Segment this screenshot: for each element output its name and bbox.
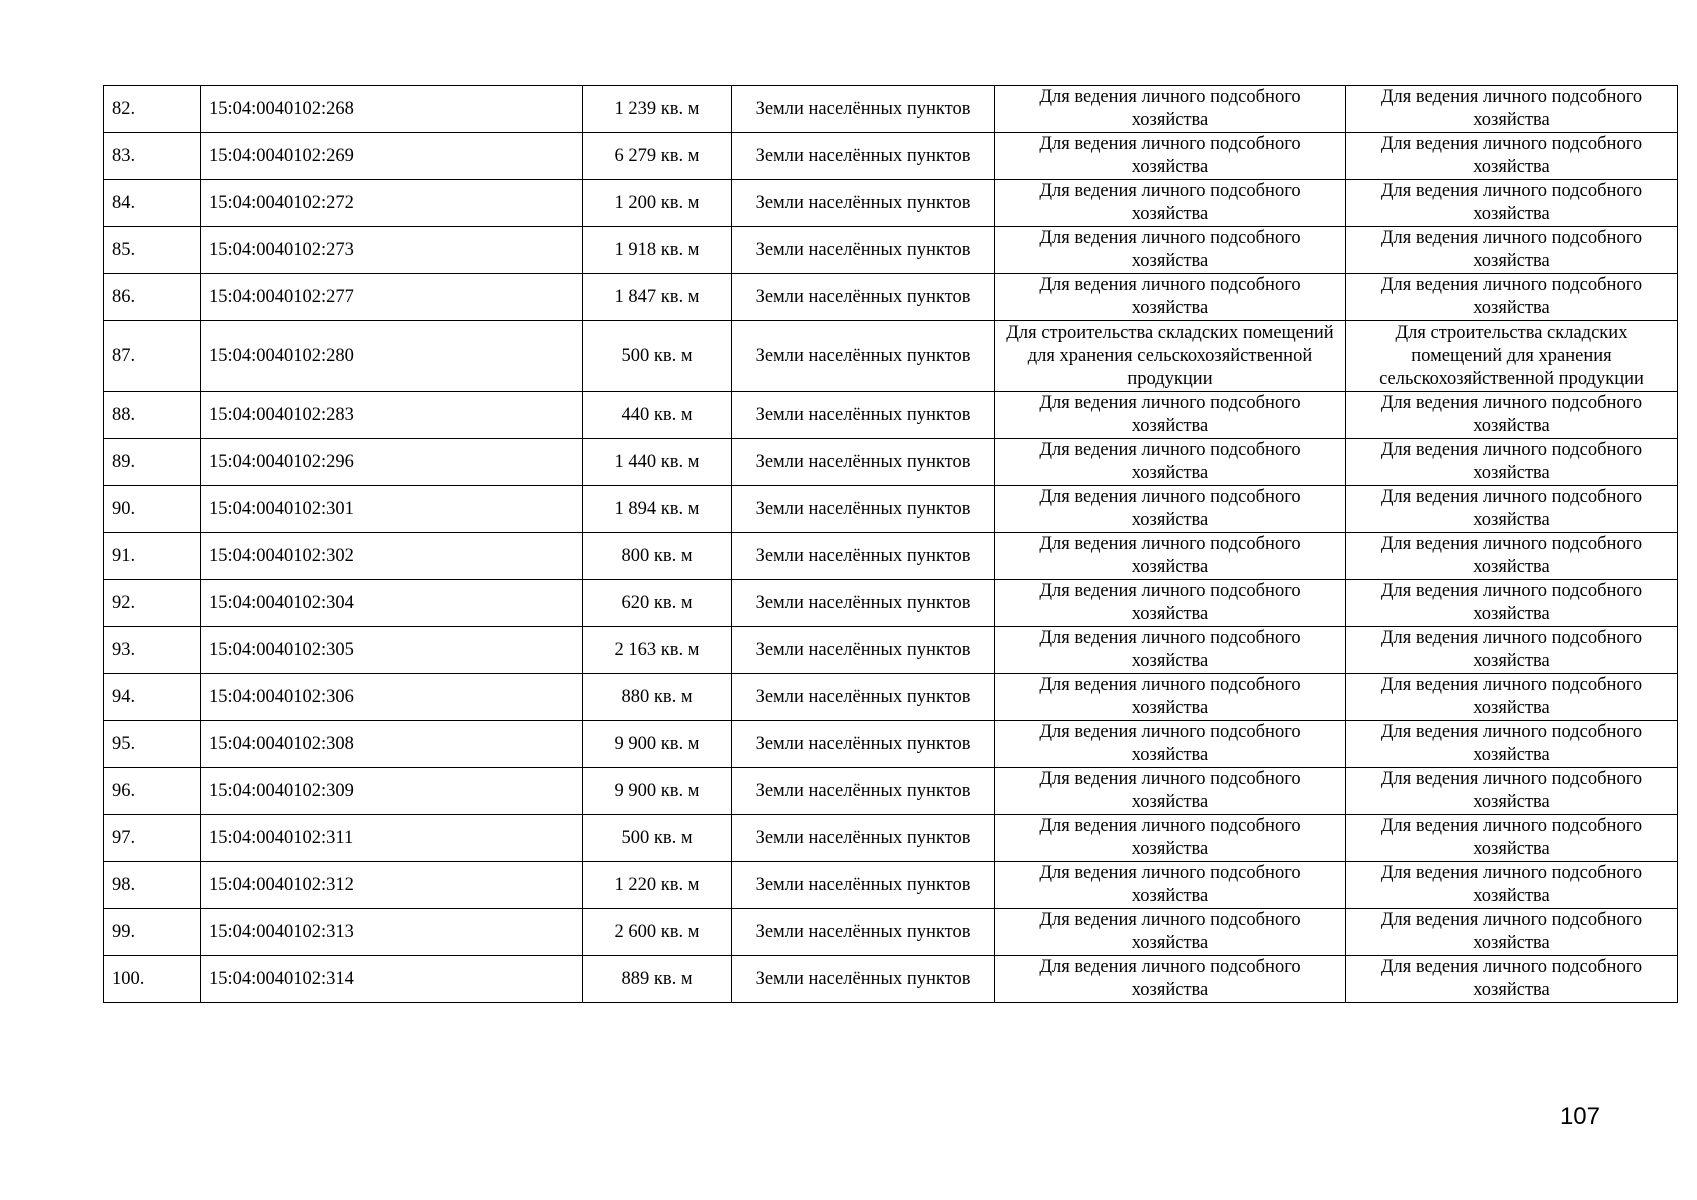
- plot-area: 1 200 кв. м: [583, 180, 732, 227]
- cadastral-number: 15:04:0040102:301: [201, 486, 583, 533]
- land-use: Для ведения личного подсобного хозяйства: [995, 439, 1346, 486]
- cadastral-number: 15:04:0040102:313: [201, 909, 583, 956]
- page-number: 107: [1559, 1103, 1600, 1130]
- land-use: Для ведения личного подсобного хозяйства: [995, 580, 1346, 627]
- land-use: Для строительства складских помещений для хранения сельскохозяйственной продукции: [995, 321, 1346, 392]
- table-row: [104, 815, 1678, 862]
- land-plots-table: [103, 85, 1678, 1003]
- land-use: Для ведения личного подсобного хозяйства: [995, 721, 1346, 768]
- plot-area: 9 900 кв. м: [583, 721, 732, 768]
- land-use: Для ведения личного подсобного хозяйства: [995, 815, 1346, 862]
- permitted-use: Для ведения личного подсобного хозяйства: [1346, 486, 1678, 533]
- plot-area: 1 894 кв. м: [583, 486, 732, 533]
- cadastral-number: 15:04:0040102:273: [201, 227, 583, 274]
- permitted-use: Для ведения личного подсобного хозяйства: [1346, 956, 1678, 1003]
- land-use: Для ведения личного подсобного хозяйства: [995, 180, 1346, 227]
- permitted-use: Для ведения личного подсобного хозяйства: [1346, 768, 1678, 815]
- plot-area: 880 кв. м: [583, 674, 732, 721]
- table-row: [104, 486, 1678, 533]
- cadastral-number: 15:04:0040102:308: [201, 721, 583, 768]
- row-number: 94.: [104, 674, 201, 721]
- row-number: 85.: [104, 227, 201, 274]
- land-category: Земли населённых пунктов: [732, 439, 995, 486]
- plot-area: 620 кв. м: [583, 580, 732, 627]
- permitted-use: Для ведения личного подсобного хозяйства: [1346, 909, 1678, 956]
- row-number: 92.: [104, 580, 201, 627]
- land-category: Земли населённых пунктов: [732, 321, 995, 392]
- table-row: [104, 862, 1678, 909]
- permitted-use: Для ведения личного подсобного хозяйства: [1346, 133, 1678, 180]
- cadastral-number: 15:04:0040102:304: [201, 580, 583, 627]
- permitted-use: Для ведения личного подсобного хозяйства: [1346, 674, 1678, 721]
- plot-area: 1 847 кв. м: [583, 274, 732, 321]
- permitted-use: Для ведения личного подсобного хозяйства: [1346, 227, 1678, 274]
- land-use: Для ведения личного подсобного хозяйства: [995, 227, 1346, 274]
- land-category: Земли населённых пунктов: [732, 533, 995, 580]
- cadastral-number: 15:04:0040102:269: [201, 133, 583, 180]
- plot-area: 500 кв. м: [583, 321, 732, 392]
- permitted-use: Для ведения личного подсобного хозяйства: [1346, 392, 1678, 439]
- row-number: 97.: [104, 815, 201, 862]
- table-row: [104, 439, 1678, 486]
- plot-area: 1 440 кв. м: [583, 439, 732, 486]
- plot-area: 2 600 кв. м: [583, 909, 732, 956]
- cadastral-number: 15:04:0040102:268: [201, 86, 583, 133]
- plot-area: 1 918 кв. м: [583, 227, 732, 274]
- row-number: 99.: [104, 909, 201, 956]
- row-number: 82.: [104, 86, 201, 133]
- land-use: Для ведения личного подсобного хозяйства: [995, 533, 1346, 580]
- land-use: Для ведения личного подсобного хозяйства: [995, 956, 1346, 1003]
- permitted-use: Для ведения личного подсобного хозяйства: [1346, 862, 1678, 909]
- land-category: Земли населённых пунктов: [732, 721, 995, 768]
- land-use: Для ведения личного подсобного хозяйства: [995, 274, 1346, 321]
- land-category: Земли населённых пунктов: [732, 133, 995, 180]
- table-row: [104, 768, 1678, 815]
- land-category: Земли населённых пунктов: [732, 956, 995, 1003]
- permitted-use: Для ведения личного подсобного хозяйства: [1346, 580, 1678, 627]
- land-category: Земли населённых пунктов: [732, 274, 995, 321]
- land-category: Земли населённых пунктов: [732, 815, 995, 862]
- row-number: 98.: [104, 862, 201, 909]
- land-category: Земли населённых пунктов: [732, 86, 995, 133]
- row-number: 84.: [104, 180, 201, 227]
- land-use: Для ведения личного подсобного хозяйства: [995, 627, 1346, 674]
- land-use: Для ведения личного подсобного хозяйства: [995, 392, 1346, 439]
- table-row: [104, 956, 1678, 1003]
- land-category: Земли населённых пунктов: [732, 392, 995, 439]
- row-number: 93.: [104, 627, 201, 674]
- cadastral-number: 15:04:0040102:314: [201, 956, 583, 1003]
- land-use: Для ведения личного подсобного хозяйства: [995, 674, 1346, 721]
- table-row: [104, 274, 1678, 321]
- permitted-use: Для ведения личного подсобного хозяйства: [1346, 180, 1678, 227]
- plot-area: 2 163 кв. м: [583, 627, 732, 674]
- land-use: Для ведения личного подсобного хозяйства: [995, 486, 1346, 533]
- land-category: Земли населённых пунктов: [732, 674, 995, 721]
- row-number: 87.: [104, 321, 201, 392]
- land-category: Земли населённых пунктов: [732, 862, 995, 909]
- plot-area: 440 кв. м: [583, 392, 732, 439]
- land-use: Для ведения личного подсобного хозяйства: [995, 768, 1346, 815]
- plot-area: 800 кв. м: [583, 533, 732, 580]
- plot-area: 1 239 кв. м: [583, 86, 732, 133]
- plot-area: 889 кв. м: [583, 956, 732, 1003]
- row-number: 86.: [104, 274, 201, 321]
- row-number: 96.: [104, 768, 201, 815]
- row-number: 90.: [104, 486, 201, 533]
- land-category: Земли населённых пунктов: [732, 580, 995, 627]
- table-row: [104, 721, 1678, 768]
- cadastral-number: 15:04:0040102:277: [201, 274, 583, 321]
- row-number: 91.: [104, 533, 201, 580]
- land-category: Земли населённых пунктов: [732, 180, 995, 227]
- permitted-use: Для строительства складских помещений для хранения сельскохозяйственной продукции: [1346, 321, 1678, 392]
- permitted-use: Для ведения личного подсобного хозяйства: [1346, 815, 1678, 862]
- cadastral-number: 15:04:0040102:306: [201, 674, 583, 721]
- plot-area: 500 кв. м: [583, 815, 732, 862]
- row-number: 95.: [104, 721, 201, 768]
- table-row: [104, 86, 1678, 133]
- land-category: Земли населённых пунктов: [732, 627, 995, 674]
- permitted-use: Для ведения личного подсобного хозяйства: [1346, 721, 1678, 768]
- table-row: [104, 580, 1678, 627]
- row-number: 88.: [104, 392, 201, 439]
- cadastral-number: 15:04:0040102:312: [201, 862, 583, 909]
- land-category: Земли населённых пунктов: [732, 486, 995, 533]
- permitted-use: Для ведения личного подсобного хозяйства: [1346, 627, 1678, 674]
- cadastral-number: 15:04:0040102:311: [201, 815, 583, 862]
- land-category: Земли населённых пунктов: [732, 909, 995, 956]
- table-row: [104, 392, 1678, 439]
- cadastral-number: 15:04:0040102:283: [201, 392, 583, 439]
- cadastral-number: 15:04:0040102:272: [201, 180, 583, 227]
- table-row: [104, 227, 1678, 274]
- row-number: 83.: [104, 133, 201, 180]
- land-use: Для ведения личного подсобного хозяйства: [995, 86, 1346, 133]
- permitted-use: Для ведения личного подсобного хозяйства: [1346, 439, 1678, 486]
- plot-area: 9 900 кв. м: [583, 768, 732, 815]
- table-body: [104, 86, 1678, 1003]
- land-use: Для ведения личного подсобного хозяйства: [995, 133, 1346, 180]
- permitted-use: Для ведения личного подсобного хозяйства: [1346, 533, 1678, 580]
- cadastral-number: 15:04:0040102:305: [201, 627, 583, 674]
- land-category: Земли населённых пунктов: [732, 227, 995, 274]
- plot-area: 6 279 кв. м: [583, 133, 732, 180]
- cadastral-number: 15:04:0040102:296: [201, 439, 583, 486]
- table-row: [104, 321, 1678, 392]
- table-row: [104, 533, 1678, 580]
- row-number: 89.: [104, 439, 201, 486]
- plot-area: 1 220 кв. м: [583, 862, 732, 909]
- land-category: Земли населённых пунктов: [732, 768, 995, 815]
- table-row: [104, 627, 1678, 674]
- land-use: Для ведения личного подсобного хозяйства: [995, 909, 1346, 956]
- land-use: Для ведения личного подсобного хозяйства: [995, 862, 1346, 909]
- permitted-use: Для ведения личного подсобного хозяйства: [1346, 86, 1678, 133]
- permitted-use: Для ведения личного подсобного хозяйства: [1346, 274, 1678, 321]
- table-row: [104, 133, 1678, 180]
- cadastral-number: 15:04:0040102:309: [201, 768, 583, 815]
- table-row: [104, 909, 1678, 956]
- table-row: [104, 674, 1678, 721]
- cadastral-number: 15:04:0040102:302: [201, 533, 583, 580]
- cadastral-number: 15:04:0040102:280: [201, 321, 583, 392]
- table-row: [104, 180, 1678, 227]
- row-number: 100.: [104, 956, 201, 1003]
